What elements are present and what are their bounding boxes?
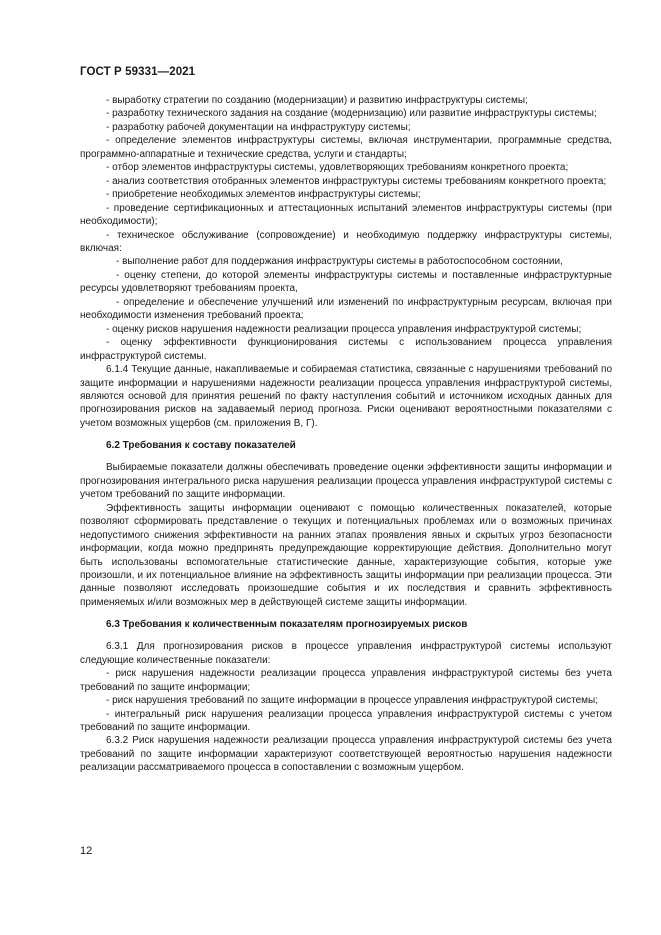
- list-item: - оценку рисков нарушения надежности реализации процесса управления инфраструктурой системы;: [106, 323, 582, 335]
- page-number: 12: [80, 845, 93, 857]
- paragraph-6-3-2: 6.3.2 Риск нарушения надежности реализации процесса управления инфраструктурой системы без учета требований по защите информации характеризуют соответствующей вероятностью нарушения надежности реализации рассматриваемого процесса в сопоставлении с возможным ущербом.: [80, 735, 612, 774]
- list-item: - выработку стратегии по созданию (модернизации) и развитию инфраструктуры системы;: [106, 95, 528, 106]
- sublist-item: - выполнение работ для поддержания инфраструктуры системы в работоспособном состоянии,: [116, 256, 563, 268]
- list-item: - техническое обслуживание (сопровождение) и необходимую поддержку инфраструктуры системы, включая:: [80, 229, 612, 254]
- paragraph: Выбираемые показатели должны обеспечивать проведение оценки эффективности защиты информации и прогнозирования интегрального риска нарушения реализации процесса управления инфраструктурой системы с учетом требований по защите информации.: [80, 462, 612, 501]
- list-item: - приобретение необходимых элементов инфраструктуры системы;: [106, 189, 421, 201]
- document-body: [80, 94, 612, 775]
- list-item: - разработку технического задания на создание (модернизацию) или развитие инфраструктуры системы;: [106, 108, 597, 120]
- list-item: - риск нарушения надежности реализации процесса управления инфраструктурой системы без учета требований по защите информации;: [80, 668, 612, 693]
- section-heading-6-2: 6.2 Требования к составу показателей: [106, 440, 296, 452]
- list-item: - отбор элементов инфраструктуры системы, удовлетворяющих требованиям конкретного проекта;: [106, 162, 569, 174]
- list-item: - риск нарушения требований по защите информации в процессе управления инфраструктурой системы;: [106, 695, 599, 707]
- list-item: - определение элементов инфраструктуры системы, включая инструментарии, программные средства, программно-аппаратные и технические средства, услуги и стандарты;: [80, 135, 612, 160]
- list-item: - оценку эффективности функционирования системы с использованием процесса управления инфраструктурой системы.: [80, 337, 612, 362]
- list-item: - разработку рабочей документации на инфраструктуру системы;: [106, 121, 411, 133]
- section-heading-6-3: 6.3 Требования к количественным показателям прогнозируемых рисков: [106, 619, 468, 631]
- paragraph-6-3-1: 6.3.1 Для прогнозирования рисков в процессе управления инфраструктурой системы используют следующие количественные показатели:: [80, 641, 612, 666]
- sublist-item: - определение и обеспечение улучшений или изменений по инфраструктурным ресурсам, включая при необходимости изменения требований проекта;: [80, 296, 612, 322]
- list-item: - интегральный риск нарушения реализации процесса управления инфраструктурой системы с учетом требований по защите информации.: [80, 708, 612, 734]
- sublist-item: - оценку степени, до которой элементы инфраструктуры системы и поставленные инфраструктурные ресурсы удовлетворяют требованиям проекта,: [80, 269, 612, 295]
- paragraph-6-1-4: 6.1.4 Текущие данные, накапливаемые и собираемая статистика, связанные с нарушениями требований по защите информации и нарушениями надежности реализации процесса управления инфраструктурой системы, являются основой для принятия решений по факту наступления событий и источником исходных данных для прогнозирования рисков на задаваемый период прогноза. Риски оценивают вероятностными показателями с учетом возможных ущербов (см. приложения В, Г).: [80, 364, 612, 429]
- paragraph: Эффективность защиты информации оценивают с помощью количественных показателей, которые позволяют сформировать представление о текущих и потенциальных проблемах или о возможных причинах недопустимого снижения эффективности на ранних этапах проявления явных и скрытых угроз безопасности информации, когда можно предпринять предупреждающие корректирующие действия. Дополнительно могут быть использованы вспомогательные статистические данные, характеризующие события, которые уже произошли, и их потенциальное влияние на эффективность защиты информации при реализации процесса. Эти данные позволяют исследовать произошедшие события и их последствия и сравнить эффективность применяемых и/или возможных мер в действующей системе защиты информации.: [80, 502, 612, 608]
- list-item: - анализ соответствия отобранных элементов инфраструктуры системы требованиям конкретного проекта;: [106, 175, 607, 187]
- list-item: - проведение сертификационных и аттестационных испытаний элементов инфраструктуры системы (при необходимости);: [80, 202, 612, 228]
- document-header: ГОСТ Р 59331—2021: [80, 66, 196, 78]
